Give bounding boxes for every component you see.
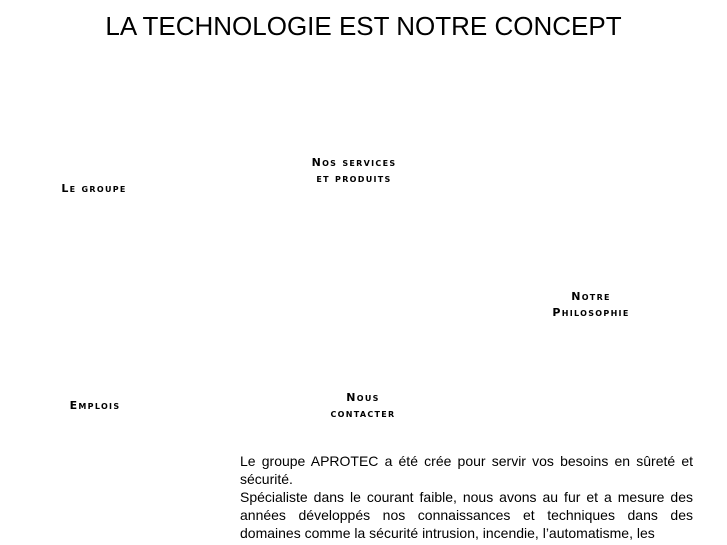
- nav-link-le-groupe[interactable]: [40, 181, 148, 197]
- nav-link-emplois-label: Emplois: [69, 399, 121, 412]
- nav-link-contact-label-line2: contacter: [330, 407, 396, 420]
- intro-text: [240, 452, 693, 542]
- nav-link-services-produits[interactable]: [290, 155, 418, 187]
- nav-link-emplois[interactable]: [50, 398, 140, 414]
- page-title: LA TECHNOLOGIE EST NOTRE CONCEPT: [105, 11, 622, 41]
- intro-paragraph: Le groupe APROTEC a été crée pour servir vos besoins en sûreté et sécurité.: [240, 453, 693, 487]
- intro-paragraph: Spécialiste dans le courant faible, nous avons au fur et a mesure des années développés nos connaissances et techniques dans des domaines comme la sécurité intrusion, incendie, l’automatisme, les: [240, 489, 693, 541]
- nav-link-le-groupe-label: Le groupe: [61, 182, 127, 195]
- nav-link-services-label-line2: et produits: [316, 172, 392, 185]
- nav-link-contact-label-line1: Nous: [346, 391, 380, 404]
- nav-link-philosophie-label-line2: Philosophie: [552, 306, 630, 319]
- nav-link-nous-contacter[interactable]: [310, 390, 416, 422]
- nav-link-services-label-line1: Nos services: [311, 156, 397, 169]
- nav-link-philosophie-label-line1: Notre: [571, 290, 611, 303]
- nav-link-philosophie[interactable]: [536, 289, 646, 321]
